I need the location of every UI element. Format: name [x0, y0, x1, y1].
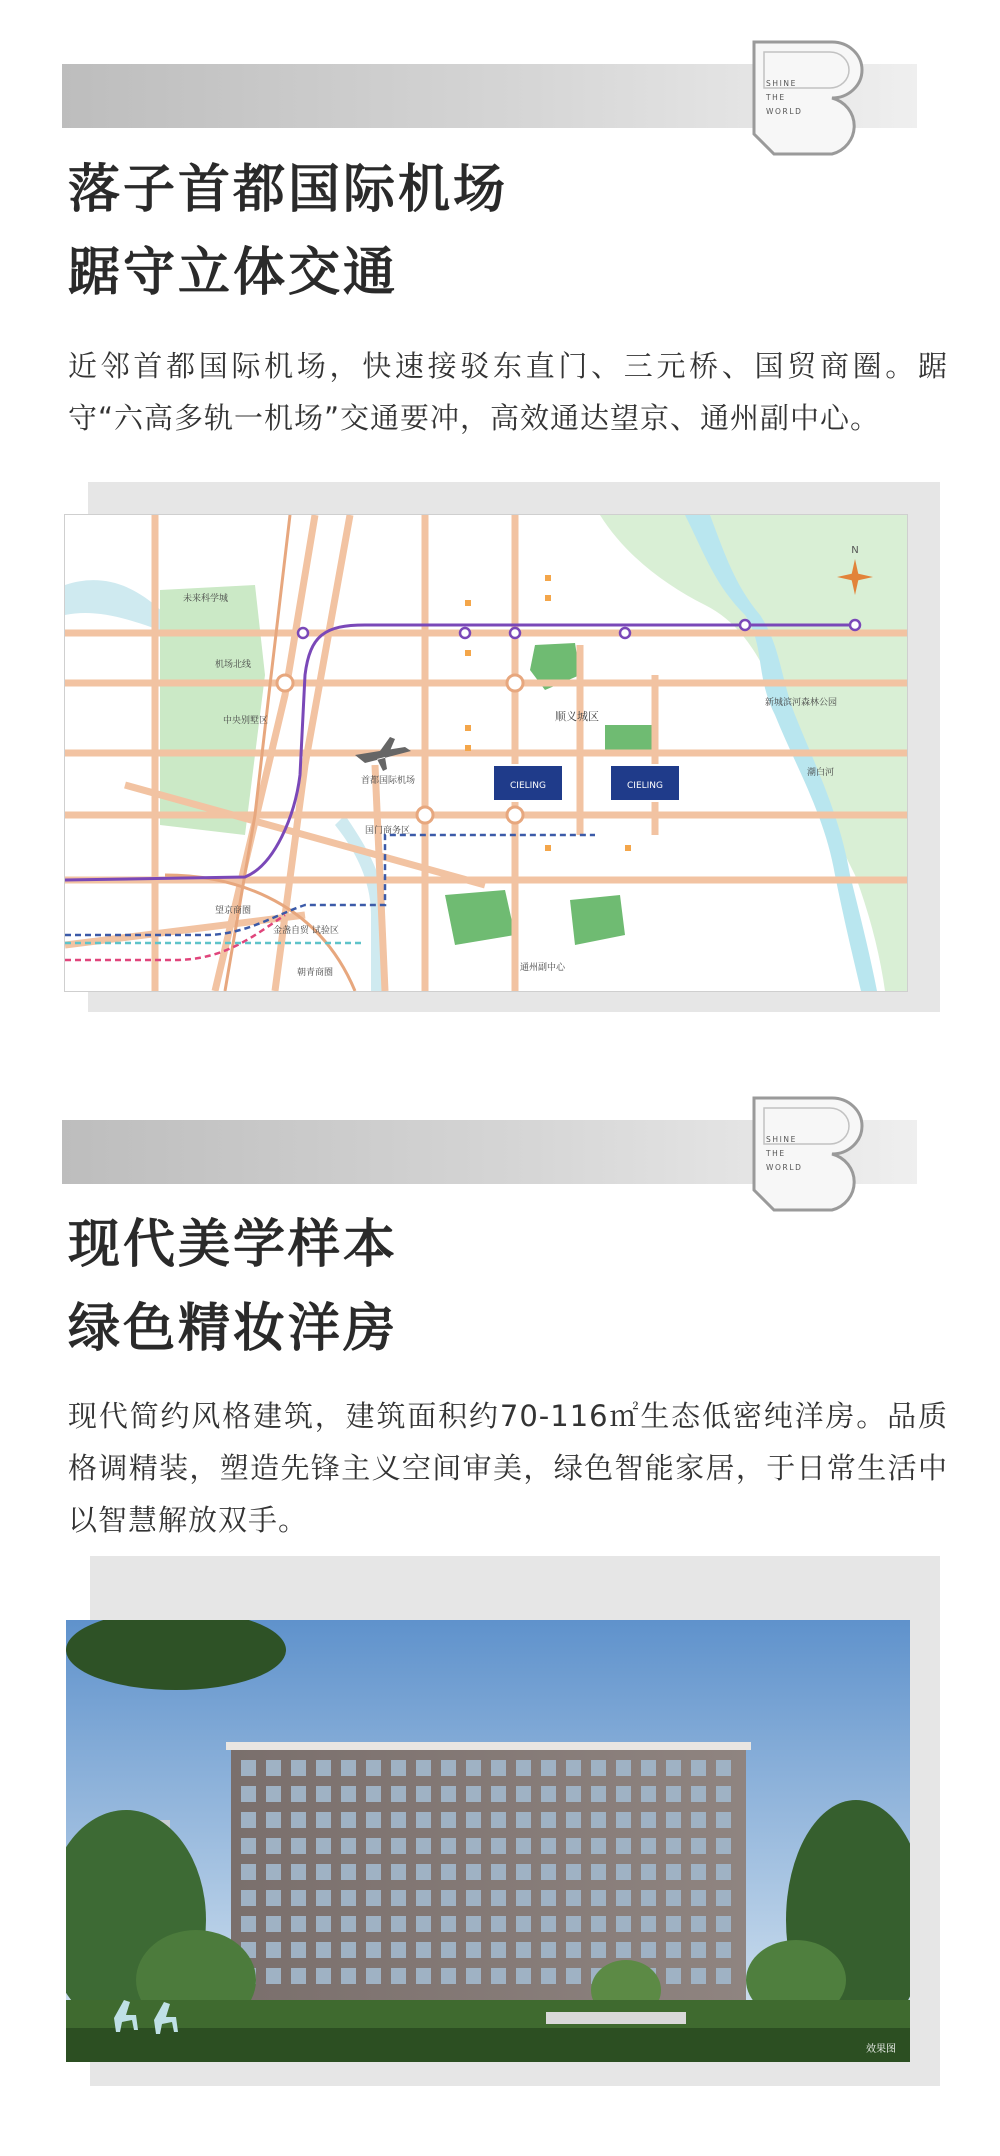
building-window [516, 1916, 531, 1932]
building-window [366, 1942, 381, 1958]
building-window [516, 1968, 531, 1984]
building-window [616, 1760, 631, 1776]
building-window [266, 1838, 281, 1854]
label-airport: 首都国际机场 [361, 776, 416, 786]
building-window [291, 1916, 306, 1932]
building-window [366, 1864, 381, 1880]
building-window [491, 1864, 506, 1880]
building-window [616, 1942, 631, 1958]
building-window [541, 1916, 556, 1932]
building-window [691, 1864, 706, 1880]
building-window [566, 1968, 581, 1984]
compass-n: N [851, 545, 859, 556]
label-guomen: 国门商务区 [365, 826, 411, 836]
building-window [591, 1864, 606, 1880]
section1-title-line1: 落子首都国际机场 [68, 159, 509, 220]
building-window [716, 1760, 731, 1776]
building-window [266, 1890, 281, 1906]
building-window [691, 1890, 706, 1906]
building-window [491, 1916, 506, 1932]
building-window [441, 1890, 456, 1906]
building-window [316, 1812, 331, 1828]
building-window [516, 1760, 531, 1776]
building-window [341, 1760, 356, 1776]
building-window [716, 1890, 731, 1906]
building-window [516, 1942, 531, 1958]
building-window [416, 1968, 431, 1984]
building-window [416, 1812, 431, 1828]
building-window [241, 1838, 256, 1854]
label-cbd: 朝青商圈 [297, 968, 334, 978]
building-window [491, 1812, 506, 1828]
section2-title-line2: 绿色精妆洋房 [68, 1298, 399, 1359]
building-window [391, 1864, 406, 1880]
building-window [466, 1786, 481, 1802]
building-window [541, 1942, 556, 1958]
building-window [591, 1812, 606, 1828]
building-window [441, 1916, 456, 1932]
label-tongzhou: 通州副中心 [520, 963, 566, 973]
building-window [241, 1864, 256, 1880]
label-ftz: 金盏自贸 试验区 [273, 926, 339, 936]
building-window [291, 1864, 306, 1880]
building-window [441, 1812, 456, 1828]
building-window [641, 1942, 656, 1958]
building-window [416, 1916, 431, 1932]
building-window [666, 1890, 681, 1906]
building-window [416, 1786, 431, 1802]
building-window [516, 1864, 531, 1880]
building-window [566, 1864, 581, 1880]
badge-line-world: WORLD [766, 107, 803, 116]
building-window [366, 1786, 381, 1802]
building-window [566, 1760, 581, 1776]
building-window [466, 1916, 481, 1932]
building-window [641, 1864, 656, 1880]
building-window [466, 1760, 481, 1776]
building-window [441, 1786, 456, 1802]
building-window [591, 1890, 606, 1906]
brand-badge-2 [734, 1092, 874, 1216]
building-window [691, 1838, 706, 1854]
building-window [466, 1864, 481, 1880]
project-a-label: CIELING [510, 781, 546, 791]
building-window [566, 1916, 581, 1932]
label-airport-hub: 机场北线 [215, 660, 252, 670]
section2-body: 现代简约风格建筑，建筑面积约70-116㎡生态低密纯洋房。品质格调精装，塑造先锋主义空间审美，绿色智能家居，于日常生活中以智慧解放双手。 [68, 1399, 948, 1537]
building-window [666, 1786, 681, 1802]
building-window [716, 1942, 731, 1958]
label-central-park: 中央别墅区 [223, 716, 269, 726]
building-window [691, 1812, 706, 1828]
building-window [266, 1864, 281, 1880]
building-window [591, 1786, 606, 1802]
building-window [366, 1812, 381, 1828]
building-window [391, 1942, 406, 1958]
building-window [316, 1942, 331, 1958]
building-rendering [66, 1620, 910, 2062]
building-window [366, 1968, 381, 1984]
building-window [591, 1916, 606, 1932]
building-window [341, 1916, 356, 1932]
building-window [616, 1890, 631, 1906]
building-window [616, 1812, 631, 1828]
building-window [566, 1890, 581, 1906]
building-window [466, 1942, 481, 1958]
badge-line-shine: SHINE [766, 1135, 797, 1144]
building-window [591, 1942, 606, 1958]
building-window [641, 1838, 656, 1854]
building-window [491, 1760, 506, 1776]
building-window [616, 1916, 631, 1932]
building-window [391, 1812, 406, 1828]
building-window [391, 1916, 406, 1932]
building-window [266, 1942, 281, 1958]
building-window [316, 1838, 331, 1854]
building-window [691, 1942, 706, 1958]
building-window [291, 1786, 306, 1802]
building-window [491, 1968, 506, 1984]
label-fenghe: 新城滨河森林公园 [765, 698, 838, 708]
building-window [716, 1838, 731, 1854]
building-window [716, 1864, 731, 1880]
building-window [341, 1812, 356, 1828]
badge-line-shine: SHINE [766, 79, 797, 88]
building-window [666, 1916, 681, 1932]
building-window [341, 1890, 356, 1906]
building-window [666, 1760, 681, 1776]
building-window [241, 1786, 256, 1802]
building-window [616, 1864, 631, 1880]
building-window [391, 1838, 406, 1854]
building-window [691, 1968, 706, 1984]
building-window [341, 1786, 356, 1802]
label-wangjing: 望京商圈 [215, 906, 252, 916]
building-window [691, 1916, 706, 1932]
building-window [541, 1812, 556, 1828]
building-window [566, 1812, 581, 1828]
building-window [566, 1942, 581, 1958]
building-window [316, 1760, 331, 1776]
building-window [541, 1968, 556, 1984]
building-window [516, 1786, 531, 1802]
building-window [541, 1786, 556, 1802]
building-window [716, 1786, 731, 1802]
section1-body: 近邻首都国际机场，快速接驳东直门、三元桥、国贸商圈。踞守“六高多轨一机场”交通要冲，高效通达望京、通州副中心。 [68, 349, 948, 435]
building-window [241, 1812, 256, 1828]
building-window [441, 1760, 456, 1776]
building-window [441, 1864, 456, 1880]
location-map [64, 514, 908, 992]
brand-badge-1 [734, 36, 874, 160]
building-window [441, 1942, 456, 1958]
building-window [716, 1812, 731, 1828]
badge-line-world: WORLD [766, 1163, 803, 1172]
building-window [341, 1942, 356, 1958]
building-window [541, 1838, 556, 1854]
building-window [366, 1838, 381, 1854]
building-window [316, 1890, 331, 1906]
building-window [341, 1968, 356, 1984]
building-window [691, 1760, 706, 1776]
building-window [541, 1760, 556, 1776]
building-window [641, 1812, 656, 1828]
rendering-svg [66, 1620, 910, 2062]
building-window [516, 1812, 531, 1828]
building-window [416, 1838, 431, 1854]
building-window [466, 1812, 481, 1828]
building-window [466, 1890, 481, 1906]
building-window [416, 1890, 431, 1906]
photo-caption: 效果图 [866, 2044, 896, 2055]
label-shunyi: 顺义城区 [555, 710, 599, 723]
building-window [416, 1942, 431, 1958]
building-window [641, 1786, 656, 1802]
brand-b-shape [734, 36, 874, 160]
building-window [491, 1786, 506, 1802]
building-window [291, 1838, 306, 1854]
building-window [691, 1786, 706, 1802]
building-window [391, 1890, 406, 1906]
building-window [416, 1864, 431, 1880]
building-window [241, 1890, 256, 1906]
building-window [541, 1890, 556, 1906]
building-window [516, 1890, 531, 1906]
building-window [666, 1864, 681, 1880]
building-window [391, 1968, 406, 1984]
building-window [266, 1786, 281, 1802]
building-window [666, 1838, 681, 1854]
building-window [291, 1890, 306, 1906]
building-window [366, 1916, 381, 1932]
building-window [591, 1838, 606, 1854]
park-south2 [570, 895, 625, 945]
building-window [491, 1890, 506, 1906]
building-window [366, 1760, 381, 1776]
badge-line-the: THE [766, 1149, 786, 1158]
building-window [266, 1916, 281, 1932]
project-marker-b [610, 765, 680, 801]
project-b-label: CIELING [627, 781, 663, 791]
building-window [241, 1916, 256, 1932]
map-svg [65, 515, 907, 991]
building-window [266, 1812, 281, 1828]
building-window [716, 1968, 731, 1984]
building-window [341, 1838, 356, 1854]
building-window [541, 1864, 556, 1880]
building-window [641, 1890, 656, 1906]
brand-b-shape [734, 1092, 874, 1216]
building-window [666, 1942, 681, 1958]
building-window [491, 1942, 506, 1958]
section1-title-line2: 踞守立体交通 [68, 242, 399, 303]
building-window [416, 1760, 431, 1776]
section2-title-line1: 现代美学样本 [68, 1214, 399, 1275]
building-window [716, 1916, 731, 1932]
building-window [466, 1838, 481, 1854]
building-window [316, 1786, 331, 1802]
label-science-city: 未来科学城 [183, 594, 229, 604]
building-window [291, 1760, 306, 1776]
park-south1 [445, 890, 515, 945]
building-window [641, 1760, 656, 1776]
building-window [441, 1838, 456, 1854]
building-window [466, 1968, 481, 1984]
building-window [316, 1968, 331, 1984]
building-window [666, 1968, 681, 1984]
building-window [616, 1838, 631, 1854]
building-window [391, 1786, 406, 1802]
building-window [616, 1786, 631, 1802]
building-window [316, 1916, 331, 1932]
building-window [641, 1916, 656, 1932]
building-window [516, 1838, 531, 1854]
badge-line-the: THE [766, 93, 786, 102]
building-window [666, 1812, 681, 1828]
building-window [291, 1968, 306, 1984]
building-window [266, 1760, 281, 1776]
building-window [366, 1890, 381, 1906]
building-window [316, 1864, 331, 1880]
building-window [491, 1838, 506, 1854]
building-window [291, 1942, 306, 1958]
park-east [605, 725, 655, 753]
project-marker-a [493, 765, 563, 801]
building-window [266, 1968, 281, 1984]
building-window [341, 1864, 356, 1880]
building-window [441, 1968, 456, 1984]
building-window [591, 1760, 606, 1776]
building-window [241, 1760, 256, 1776]
building-window [566, 1838, 581, 1854]
building-window [391, 1760, 406, 1776]
label-chaobai: 潮白河 [807, 768, 835, 778]
building-window [566, 1786, 581, 1802]
building-window [291, 1812, 306, 1828]
